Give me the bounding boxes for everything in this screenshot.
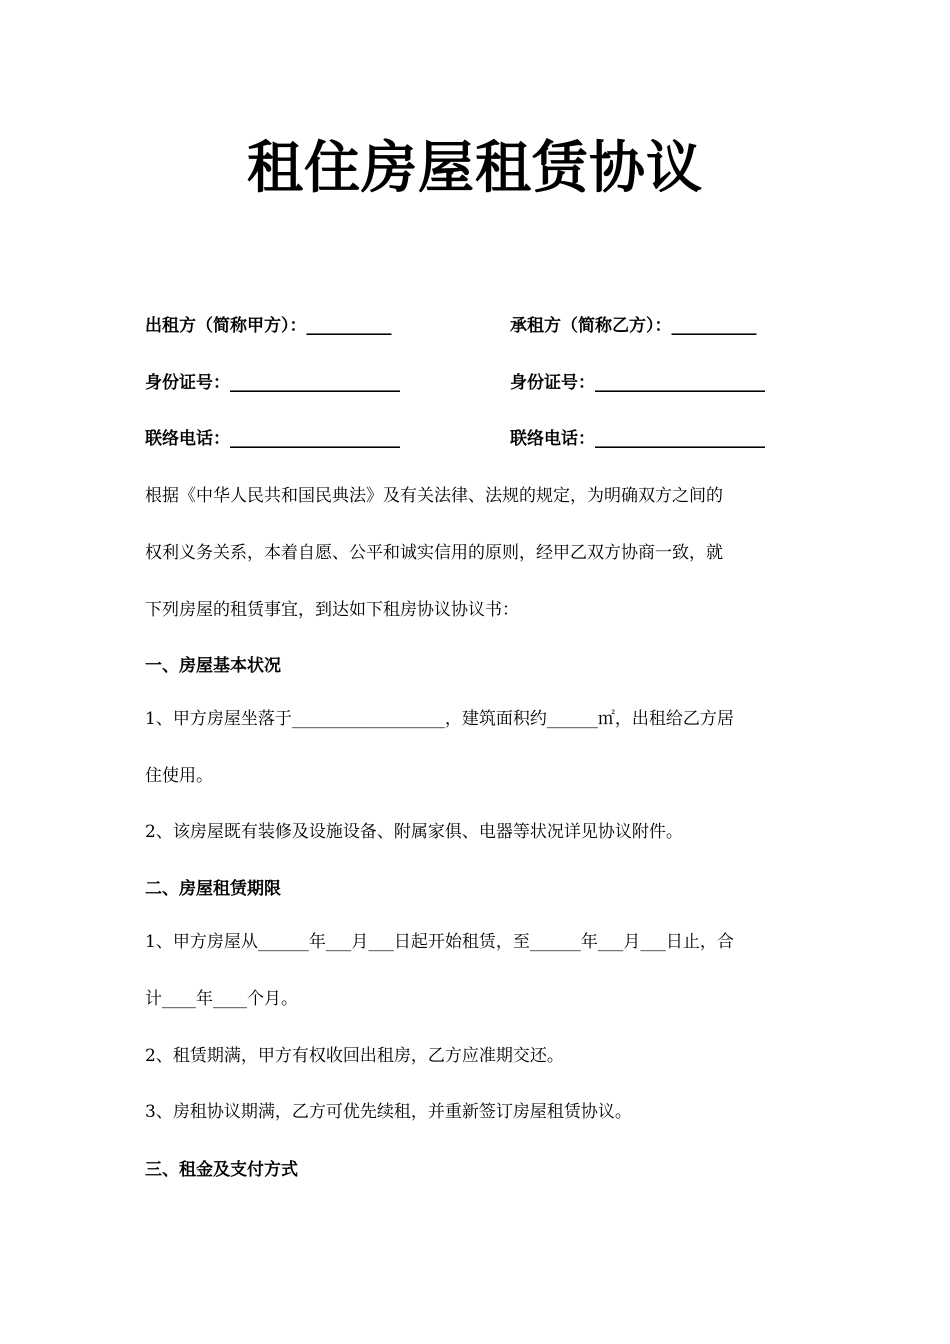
lessor-phone-field: 联络电话：____________________ [145, 429, 400, 449]
clause-line: 住使用。 [145, 766, 213, 786]
lessee-field: 承租方（简称乙方）：__________ [510, 316, 757, 336]
clause-line: 1、甲方房屋坐落于__________________，建筑面积约______㎡，出租给乙方居 [145, 709, 734, 729]
lessee-id-field: 身份证号：____________________ [510, 373, 765, 393]
lessee-phone-field: 联络电话：____________________ [510, 429, 765, 449]
section-heading: 三、租金及支付方式 [145, 1160, 298, 1180]
section-heading: 一、房屋基本状况 [145, 656, 281, 676]
intro-line: 权利义务关系，本着自愿、公平和诚实信用的原则，经甲乙双方协商一致，就 [145, 543, 723, 563]
intro-line: 下列房屋的租赁事宜，到达如下租房协议协议书： [145, 600, 519, 620]
lessor-id-field: 身份证号：____________________ [145, 373, 400, 393]
clause-line: 2、该房屋既有装修及设施设备、附属家俱、电器等状况详见协议附件。 [145, 822, 683, 842]
section-heading: 二、房屋租赁期限 [145, 879, 281, 899]
clause-line: 2、租赁期满，甲方有权收回出租房，乙方应准期交还。 [145, 1046, 564, 1066]
document-title: 租住房屋租赁协议 [247, 135, 703, 201]
clause-line: 3、房租协议期满，乙方可优先续租，并重新签订房屋租赁协议。 [145, 1102, 632, 1122]
clause-line: 1、甲方房屋从______年___月___日起开始租赁，至______年___月___日止，合 [145, 932, 734, 952]
lessor-field: 出租方（简称甲方）：__________ [145, 316, 392, 336]
intro-line: 根据《中华人民共和国民典法》及有关法律、法规的规定，为明确双方之间的 [145, 486, 723, 506]
clause-line: 计____年____个月。 [145, 989, 298, 1009]
